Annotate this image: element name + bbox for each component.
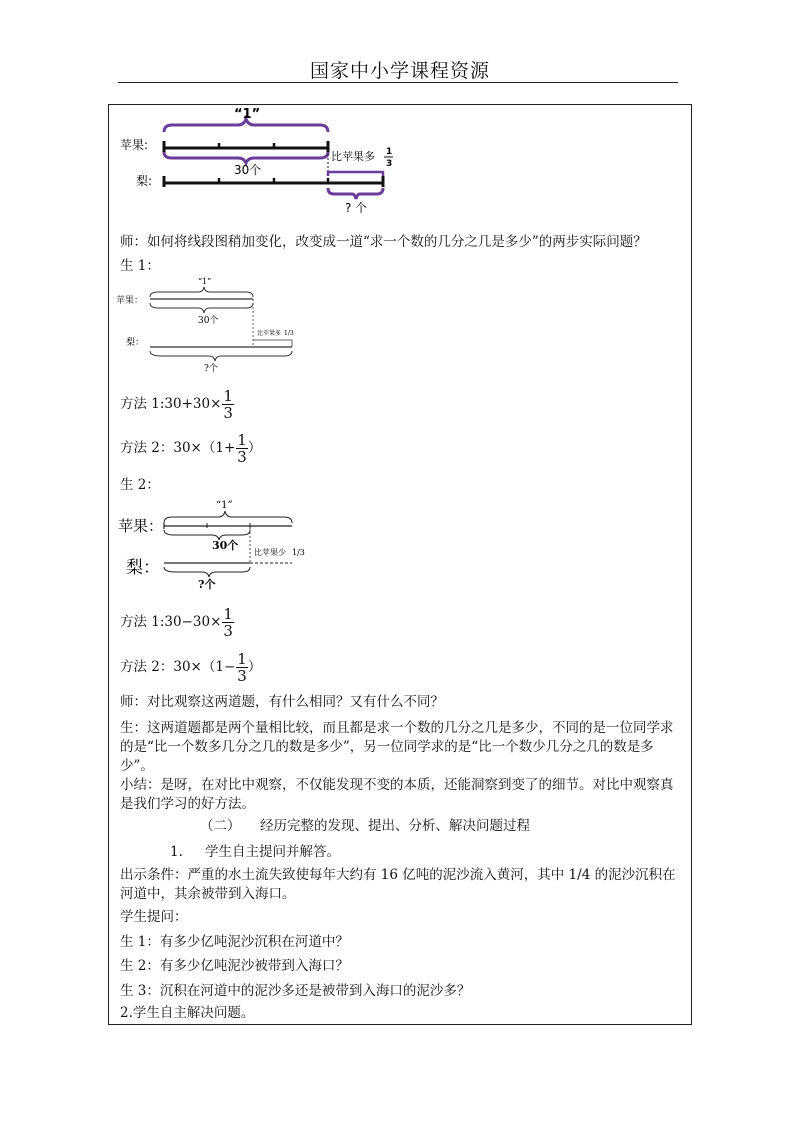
sketch2-brace-top xyxy=(164,511,292,523)
students-ask-label: 学生提问： xyxy=(120,909,188,925)
sketch2-pear: 梨： xyxy=(126,558,160,578)
sketch1-q: ?个 xyxy=(204,364,218,373)
fraction-denominator: 3 xyxy=(223,404,233,422)
compare-label: 比苹果多 xyxy=(331,150,375,163)
method-text: 方法 1:30+30× xyxy=(120,396,222,412)
sketch1-compare: 比苹果多 xyxy=(257,330,282,337)
fraction xyxy=(236,651,248,684)
segment-diagram-printed xyxy=(112,106,412,218)
student-question-3: 生 3：沉积在河道中的泥沙多还是被带到入海口的泥沙多？ xyxy=(120,983,471,999)
fraction-numerator: 1 xyxy=(223,387,233,405)
sketch1-thirty: 30个 xyxy=(198,316,219,326)
fraction xyxy=(236,432,248,465)
sketch1-extra xyxy=(253,340,292,347)
page-header-title: 国家中小学课程资源 xyxy=(309,60,490,82)
sketch2-thirty: 30个 xyxy=(212,539,239,552)
section2-number: （二） xyxy=(200,818,241,834)
sketch1-pear: 梨： xyxy=(126,338,145,348)
sketch1-brace-top xyxy=(150,287,253,297)
student1-method2 xyxy=(120,432,261,465)
sketch2-compare: 比苹果少 xyxy=(254,548,286,557)
fraction xyxy=(222,606,234,639)
count-label: 30个 xyxy=(234,163,262,177)
fraction-numerator: 1 xyxy=(237,650,247,668)
unit-label: “1” xyxy=(234,107,261,122)
summary: 小结：是呀，在对比中观察，不仅能发现不变的本质，还能洞察到变了的细节。对比中观察真是我们学习的好方法。 xyxy=(120,777,674,812)
sketch1-brace-pear xyxy=(150,351,292,361)
fraction-denominator: 3 xyxy=(223,622,233,640)
extra-top-bracket xyxy=(328,172,383,176)
student2-label: 生 2： xyxy=(120,477,160,493)
fraction-numerator: 1 xyxy=(223,605,233,623)
student-question-1: 生 1：有多少亿吨泥沙沉积在河道中？ xyxy=(120,934,349,950)
extra-under-brace xyxy=(328,188,383,199)
compare-frac-num: 1 xyxy=(386,147,393,157)
compare-frac-den: 3 xyxy=(386,159,393,169)
fraction-numerator: 1 xyxy=(237,431,247,449)
student2-method2 xyxy=(120,651,261,684)
method-text: 方法 2：30×（1− xyxy=(120,659,236,675)
method-text: ） xyxy=(247,659,262,675)
student-question-2: 生 2：有多少亿吨泥沙被带到入海口？ xyxy=(120,958,349,974)
step1-number: 1. xyxy=(170,844,183,860)
sketch2-q: ?个 xyxy=(198,578,216,591)
sketch2-brace-pear xyxy=(164,567,250,577)
sketch1-one: “1” xyxy=(198,277,212,286)
question-label: ? 个 xyxy=(345,201,368,215)
step1-text: 学生自主提问并解答。 xyxy=(205,844,340,860)
student1-label: 生 1： xyxy=(120,258,160,274)
sketch2-frac: 1/3 xyxy=(292,548,305,557)
step2-text: 2.学生自主解决问题。 xyxy=(120,1005,255,1021)
method-text: 方法 2：30×（1+ xyxy=(120,440,236,456)
section2-title: 经历完整的发现、提出、分析、解决问题过程 xyxy=(260,818,530,834)
student2-sketch xyxy=(114,497,314,593)
fraction-denominator: 3 xyxy=(237,667,247,685)
teacher-question-1: 师：如何将线段图稍加变化，改变成一道“求一个数的几分之几是多少”的两步实际问题？ xyxy=(120,234,647,250)
sketch2-one: “1” xyxy=(216,500,233,511)
sketch1-apple: 苹果： xyxy=(116,296,144,306)
student1-method1 xyxy=(120,388,234,421)
method-text: 方法 1:30−30× xyxy=(120,614,222,630)
student1-sketch xyxy=(114,275,304,373)
fraction xyxy=(222,388,234,421)
sketch1-brace-bottom xyxy=(150,303,253,313)
student2-method1 xyxy=(120,606,234,639)
student-answer: 生：这两道题都是两个量相比较，而且都是求一个数的几分之几是多少，不同的是一位同学求的是“比一个数多几分之几的数是多少”，另一位同学求的是“比一个数少几分之几的数是多少”。 xyxy=(120,720,674,774)
apple-under-brace xyxy=(164,152,328,163)
method-text: ） xyxy=(247,440,262,456)
fraction-denominator: 3 xyxy=(237,448,247,466)
sketch1-frac: 1/3 xyxy=(284,330,294,337)
apple-label: 苹果: xyxy=(120,138,149,152)
sketch2-apple: 苹果： xyxy=(118,517,164,535)
teacher-question-2: 师：对比观察这两道题，有什么相同？又有什么不同？ xyxy=(120,694,444,710)
header-rule xyxy=(118,82,678,83)
condition-text: 出示条件：严重的水土流失致使每年大约有 16 亿吨的泥沙流入黄河，其中 1/4 的泥沙沉积在河道中，其余被带到入海口。 xyxy=(120,867,676,902)
pear-label: 梨: xyxy=(136,174,153,188)
